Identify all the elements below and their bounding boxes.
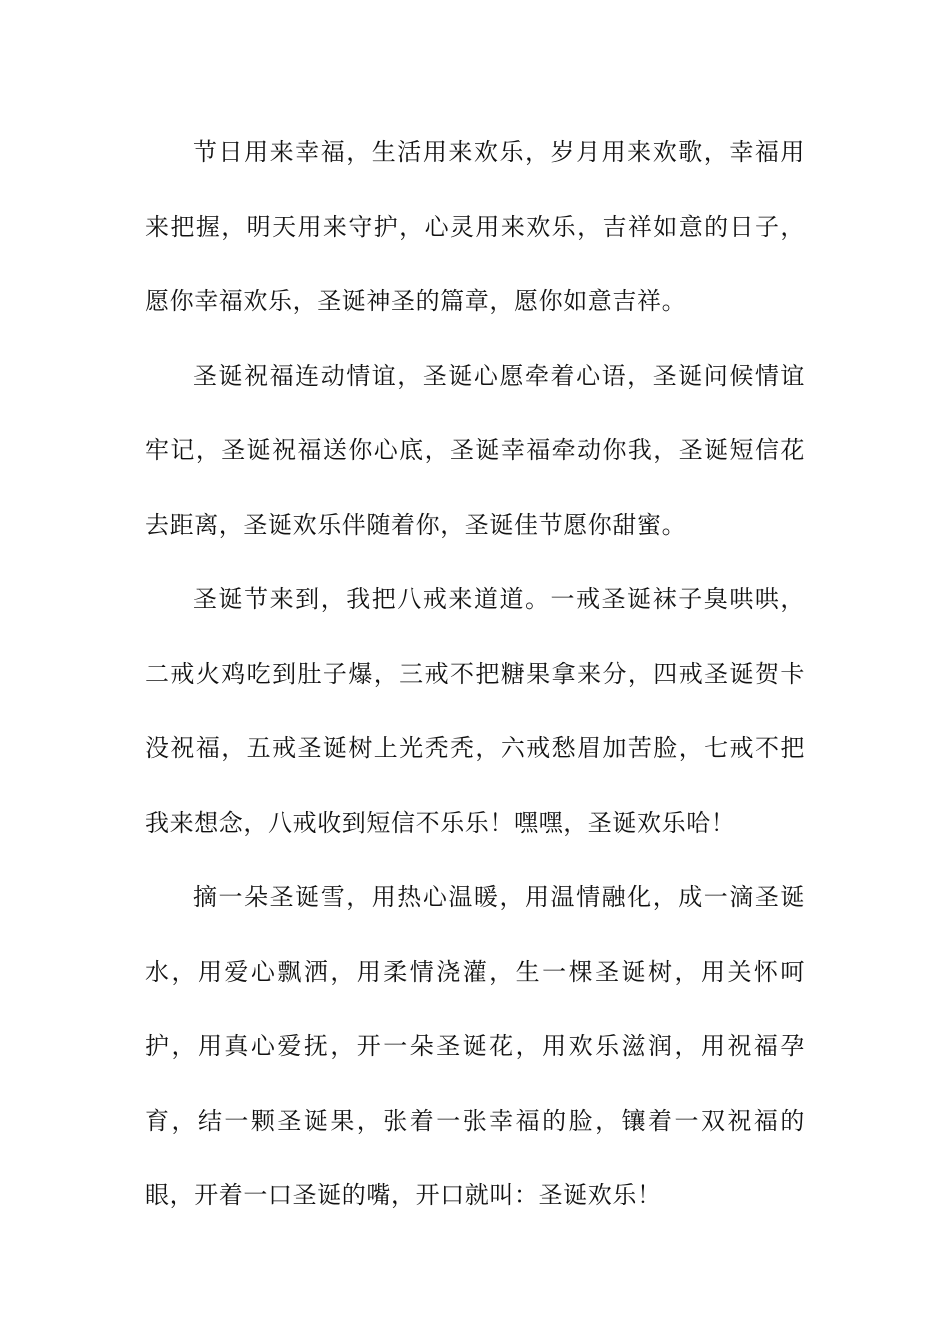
paragraph-3: 圣诞节来到，我把八戒来道道。一戒圣诞袜子臭哄哄，二戒火鸡吃到肚子爆，三戒不把糖果拿来分，四戒圣诞贺卡没祝福，五戒圣诞树上光秃秃，六戒愁眉加苦脸，七戒不把我来想念，八戒收到短信不乐乐！嘿嘿，圣诞欢乐哈！	[145, 585, 805, 837]
paragraph-4: 摘一朵圣诞雪，用热心温暖，用温情融化，成一滴圣诞水，用爱心飘洒，用柔情浇灌，生一棵圣诞树，用关怀呵护，用真心爱抚，开一朵圣诞花，用欢乐滋润，用祝福孕育，结一颗圣诞果，张着一张幸福的脸，镶着一双祝福的眼，开着一口圣诞的嘴，开口就叫：圣诞欢乐！	[145, 883, 805, 1209]
paragraph-2: 圣诞祝福连动情谊，圣诞心愿牵着心语，圣诞问候情谊牢记，圣诞祝福送你心底，圣诞幸福牵动你我，圣诞短信花去距离，圣诞欢乐伴随着你，圣诞佳节愿你甜蜜。	[145, 361, 805, 539]
paragraph-1: 节日用来幸福，生活用来欢乐，岁月用来欢歌，幸福用来把握，明天用来守护，心灵用来欢乐，吉祥如意的日子，愿你幸福欢乐，圣诞神圣的篇章，愿你如意吉祥。	[145, 138, 805, 315]
document-body	[145, 115, 805, 1233]
